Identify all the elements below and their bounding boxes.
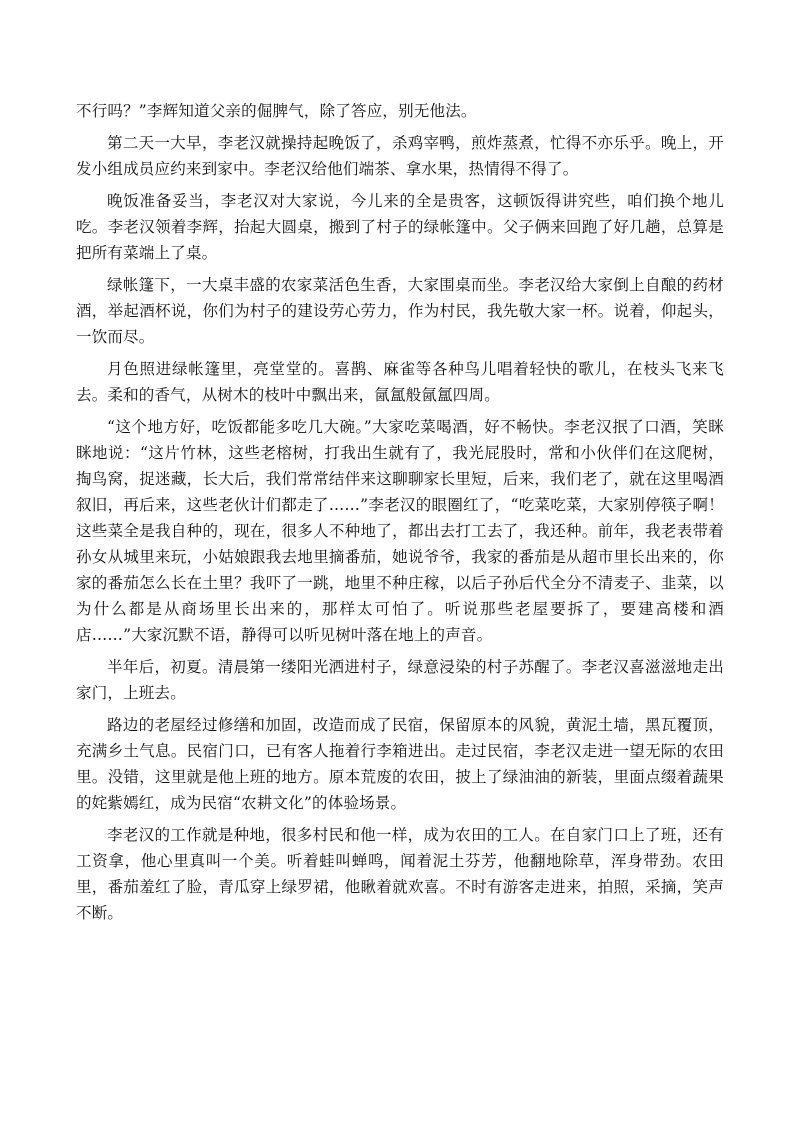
paragraph-8: 路边的老屋经过修缮和加固，改造而成了民宿，保留原本的风貌，黄泥土墙，黑瓦覆顶，充满乡土气息。民宿门口，已有客人拖着行李箱进出。走过民宿，李老汉走进一望无际的农田里。没错，这里就是他上班的地方。原本荒废的农田，披上了绿油油的新装，里面点缀着蔬果的姹紫嫣红，成为民宿“农耕文化”的体验场景。 bbox=[76, 716, 724, 812]
paragraph-9: 李老汉的工作就是种地，很多村民和他一样，成为农田的工人。在自家门口上了班，还有工资拿，他心里真叫一个美。听着蛙叫蝉鸣，闻着泥土芬芳，他翻地除草，浑身带劲。农田里，番茄羞红了脸，青瓜穿上绿罗裙，他瞅着就欢喜。不时有游客走进来，拍照，采摘，笑声不断。 bbox=[76, 826, 724, 922]
paragraph-7: 半年后，初夏。清晨第一缕阳光洒进村子，绿意浸染的村子苏醒了。李老汉喜滋滋地走出家门，上班去。 bbox=[76, 658, 724, 702]
paragraph-2: 第二天一大早，李老汉就操持起晚饭了，杀鸡宰鸭，煎炸蒸煮，忙得不亦乐乎。晚上，开发小组成员应约来到家中。李老汉给他们端茶、拿水果，热情得不得了。 bbox=[76, 134, 724, 178]
paragraph-6: “这个地方好，吃饭都能多吃几大碗。”大家吃菜喝酒，好不畅快。李老汉抿了口酒，笑眯眯地说：“这片竹林，这些老榕树，打我出生就有了，我光屁股时，常和小伙伴们在这爬树，掏鸟窝，捉迷藏，长大后，我们常常结伴来这聊聊家长里短，后来，我们老了，就在这里喝酒叙旧，再后来，这些老伙计们都走了……”李老汉的眼圈红了，“吃菜吃菜，大家别停筷子啊！这些菜全是我自种的，现在，很多人不种地了，都出去打工去了，我还种。前年，我老表带着孙女从城里来玩，小姑娘跟我去地里摘番茄，她说爷爷，我家的番茄是从超市里长出来的，你家的番茄怎么长在土里？我吓了一跳，地里不种庄稼，以后子孙后代全分不清麦子、韭菜，以为什么都是从商场里长出来的，那样太可怕了。听说那些老屋要拆了，要建高楼和酒店……”大家沉默不语，静得可以听见树叶落在地上的声音。 bbox=[76, 418, 724, 644]
paragraph-4: 绿帐篷下，一大桌丰盛的农家菜活色生香，大家围桌而坐。李老汉给大家倒上自酿的药材酒，举起酒杯说，你们为村子的建设劳心劳力，作为村民，我先敬大家一杯。说着，仰起头，一饮而尽。 bbox=[76, 276, 724, 346]
paragraph-3: 晚饭准备妥当，李老汉对大家说，今儿来的全是贵客，这顿饭得讲究些，咱们换个地儿吃。李老汉领着李辉，抬起大圆桌，搬到了村子的绿帐篷中。父子俩来回跑了好几趟，总算是把所有菜端上了桌。 bbox=[76, 192, 724, 262]
document-page bbox=[76, 98, 724, 932]
paragraph-1: 不行吗？”李辉知道父亲的倔脾气，除了答应，别无他法。 bbox=[76, 102, 477, 120]
paragraph-5: 月色照进绿帐篷里，亮堂堂的。喜鹊、麻雀等各种鸟儿唱着轻快的歌儿，在枝头飞来飞去。柔和的香气，从树木的枝叶中飘出来，氤氲般氤氲四周。 bbox=[76, 360, 724, 404]
